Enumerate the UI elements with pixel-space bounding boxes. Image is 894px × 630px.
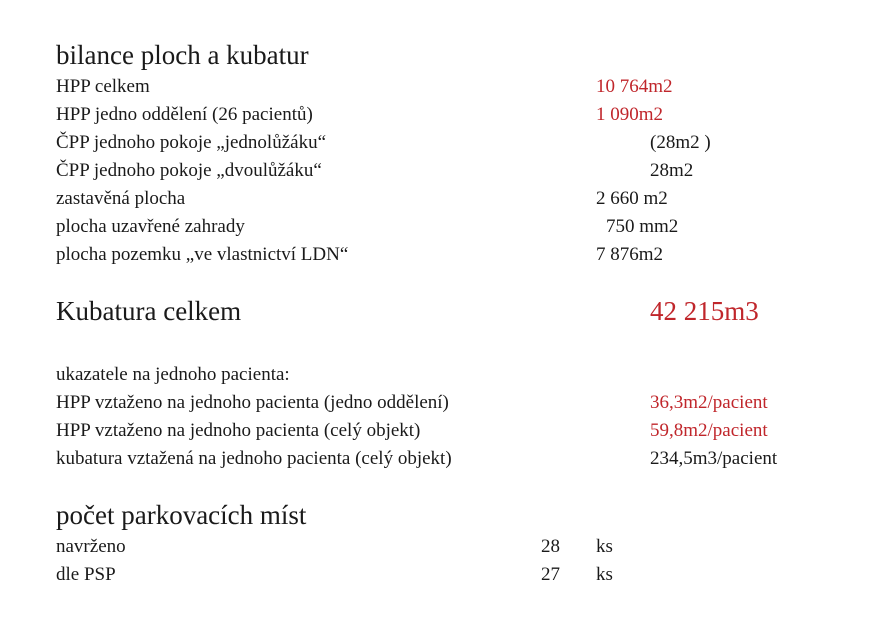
parking-count-navrzeno: 28 xyxy=(541,536,560,557)
row-label-uzavrena-zahrada: plocha uzavřené zahrady xyxy=(56,216,245,237)
row-value-cpp-jednoluzak: (28m2 ) xyxy=(650,132,711,153)
row-label-zastavena-plocha: zastavěná plocha xyxy=(56,188,186,209)
row-label-hpp-celkem: HPP celkem xyxy=(56,76,150,97)
row-value-uzavrena-zahrada: 750 mm2 xyxy=(606,216,679,237)
row-value-cpp-dvouluzak: 28m2 xyxy=(650,160,694,181)
row-label-plocha-pozemku: plocha pozemku „ve vlastnictví LDN“ xyxy=(56,244,349,265)
indicator-value-hpp-oddeleni: 36,3m2/pacient xyxy=(650,392,768,413)
row-value-zastavena-plocha: 2 660 m2 xyxy=(596,188,668,209)
kubatura-label: Kubatura celkem xyxy=(56,296,242,326)
parking-unit-psp: ks xyxy=(596,564,613,585)
section-title-bilance: bilance ploch a kubatur xyxy=(56,40,309,70)
indicator-label-hpp-objekt: HPP vztaženo na jednoho pacienta (celý objekt) xyxy=(56,420,421,441)
row-value-plocha-pozemku: 7 876m2 xyxy=(596,244,664,265)
parking-label-navrzeno: navrženo xyxy=(56,536,126,557)
kubatura-value: 42 215m3 xyxy=(650,296,759,326)
indicator-value-kubatura-objekt: 234,5m3/pacient xyxy=(650,448,778,469)
row-value-hpp-celkem: 10 764m2 xyxy=(596,76,673,97)
row-label-cpp-dvouluzak: ČPP jednoho pokoje „dvoulůžáku“ xyxy=(56,160,322,181)
parking-label-psp: dle PSP xyxy=(56,564,116,585)
parking-unit-navrzeno: ks xyxy=(596,536,613,557)
parking-title: počet parkovacích míst xyxy=(56,500,307,530)
parking-count-psp: 27 xyxy=(541,564,560,585)
row-label-hpp-oddeleni: HPP jedno oddělení (26 pacientů) xyxy=(56,104,313,125)
indicators-title: ukazatele na jednoho pacienta: xyxy=(56,364,290,385)
indicator-label-kubatura-objekt: kubatura vztažená na jednoho pacienta (celý objekt) xyxy=(56,448,452,469)
indicator-label-hpp-oddeleni: HPP vztaženo na jednoho pacienta (jedno oddělení) xyxy=(56,392,449,413)
row-value-hpp-oddeleni: 1 090m2 xyxy=(596,104,664,125)
indicator-value-hpp-objekt: 59,8m2/pacient xyxy=(650,420,768,441)
row-label-cpp-jednoluzak: ČPP jednoho pokoje „jednolůžáku“ xyxy=(56,132,326,153)
